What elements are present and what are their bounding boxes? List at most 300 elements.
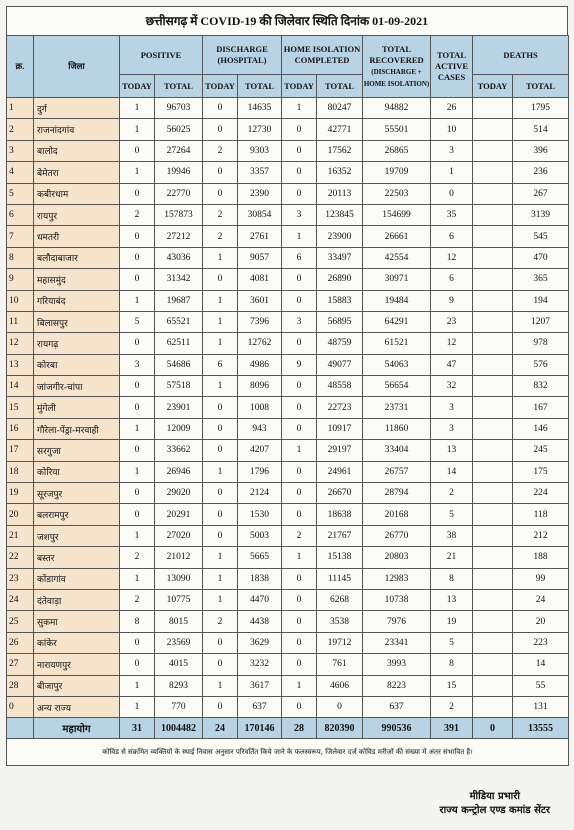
value-cell: 18638 <box>317 504 363 525</box>
header-total-recovered-label: TOTAL RECOVERED <box>369 43 424 65</box>
value-cell: 0 <box>282 504 317 525</box>
value-cell: 1838 <box>238 568 282 589</box>
value-cell: 49077 <box>317 354 363 375</box>
value-cell: 223 <box>513 632 569 653</box>
total-cell: 1004482 <box>155 718 203 739</box>
table-row <box>7 290 569 311</box>
serial-cell: 16 <box>7 418 34 439</box>
header-today: TODAY <box>120 75 155 98</box>
value-cell: 20168 <box>363 504 431 525</box>
value-cell <box>473 483 513 504</box>
value-cell: 57518 <box>155 376 203 397</box>
value-cell <box>473 461 513 482</box>
value-cell: 11860 <box>363 418 431 439</box>
value-cell: 19709 <box>363 162 431 183</box>
value-cell: 0 <box>120 397 155 418</box>
value-cell: 0 <box>203 98 238 119</box>
value-cell: 0 <box>120 269 155 290</box>
value-cell <box>473 440 513 461</box>
table-row <box>7 119 569 140</box>
table-row <box>7 226 569 247</box>
value-cell: 23901 <box>155 397 203 418</box>
value-cell: 32 <box>431 376 473 397</box>
value-cell: 30854 <box>238 204 282 225</box>
value-cell: 10 <box>431 119 473 140</box>
serial-cell: 6 <box>7 204 34 225</box>
value-cell: 1 <box>120 568 155 589</box>
district-cell: गौरेला-पेंड्रा-मरवाही <box>34 418 120 439</box>
value-cell: 54686 <box>155 354 203 375</box>
value-cell: 0 <box>282 654 317 675</box>
value-cell: 2 <box>203 611 238 632</box>
value-cell: 545 <box>513 226 569 247</box>
value-cell: 56654 <box>363 376 431 397</box>
table-row <box>7 461 569 482</box>
value-cell: 0 <box>120 654 155 675</box>
value-cell: 14635 <box>238 98 282 119</box>
value-cell: 42771 <box>317 119 363 140</box>
value-cell: 12 <box>431 247 473 268</box>
value-cell: 0 <box>203 269 238 290</box>
value-cell: 4207 <box>238 440 282 461</box>
table-row <box>7 397 569 418</box>
value-cell: 4081 <box>238 269 282 290</box>
value-cell: 22770 <box>155 183 203 204</box>
value-cell: 0 <box>120 376 155 397</box>
serial-cell: 18 <box>7 461 34 482</box>
value-cell: 48759 <box>317 333 363 354</box>
value-cell: 0 <box>203 162 238 183</box>
value-cell: 365 <box>513 269 569 290</box>
report-title: छत्तीसगढ़ में COVID-19 की जिलेवार स्थिति दिनांक 01-09-2021 <box>6 6 568 35</box>
value-cell: 0 <box>203 696 238 717</box>
serial-cell: 8 <box>7 247 34 268</box>
serial-cell: 23 <box>7 568 34 589</box>
value-cell: 5665 <box>238 547 282 568</box>
serial-cell: 2 <box>7 119 34 140</box>
value-cell: 13090 <box>155 568 203 589</box>
value-cell: 1008 <box>238 397 282 418</box>
value-cell: 1 <box>282 226 317 247</box>
value-cell: 3 <box>431 140 473 161</box>
header-today: TODAY <box>473 75 513 98</box>
serial-cell: 4 <box>7 162 34 183</box>
value-cell: 12730 <box>238 119 282 140</box>
value-cell: 514 <box>513 119 569 140</box>
serial-cell: 12 <box>7 333 34 354</box>
value-cell: 19687 <box>155 290 203 311</box>
serial-cell: 17 <box>7 440 34 461</box>
value-cell <box>473 654 513 675</box>
table-row <box>7 504 569 525</box>
value-cell: 26865 <box>363 140 431 161</box>
value-cell: 9 <box>431 290 473 311</box>
value-cell: 2390 <box>238 183 282 204</box>
value-cell <box>473 418 513 439</box>
table-row <box>7 140 569 161</box>
value-cell <box>473 525 513 546</box>
district-cell: रायपुर <box>34 204 120 225</box>
value-cell: 2 <box>431 483 473 504</box>
serial-cell: 9 <box>7 269 34 290</box>
total-cell: 0 <box>473 718 513 739</box>
table-row <box>7 418 569 439</box>
value-cell: 24 <box>513 589 569 610</box>
value-cell: 54063 <box>363 354 431 375</box>
value-cell: 26757 <box>363 461 431 482</box>
value-cell: 0 <box>282 418 317 439</box>
signature-line-1: मीडिया प्रभारी <box>469 791 520 802</box>
value-cell: 20291 <box>155 504 203 525</box>
value-cell: 12009 <box>155 418 203 439</box>
table-row <box>7 696 569 717</box>
value-cell: 0 <box>203 119 238 140</box>
value-cell: 7396 <box>238 311 282 332</box>
value-cell: 0 <box>282 589 317 610</box>
serial-cell: 22 <box>7 547 34 568</box>
value-cell: 0 <box>282 611 317 632</box>
district-cell: कोरिया <box>34 461 120 482</box>
table-row <box>7 354 569 375</box>
value-cell: 0 <box>203 397 238 418</box>
value-cell: 212 <box>513 525 569 546</box>
value-cell: 4438 <box>238 611 282 632</box>
value-cell: 8 <box>120 611 155 632</box>
district-cell: जांजगीर-चांपा <box>34 376 120 397</box>
value-cell: 1 <box>282 440 317 461</box>
table-row <box>7 589 569 610</box>
note-row <box>7 739 569 766</box>
value-cell <box>473 504 513 525</box>
district-cell: दंतेवाड़ा <box>34 589 120 610</box>
table-row <box>7 333 569 354</box>
value-cell: 0 <box>120 140 155 161</box>
value-cell: 4606 <box>317 675 363 696</box>
value-cell: 10738 <box>363 589 431 610</box>
value-cell <box>473 98 513 119</box>
value-cell: 1 <box>120 461 155 482</box>
value-cell: 6268 <box>317 589 363 610</box>
value-cell: 1 <box>431 162 473 183</box>
value-cell: 14 <box>513 654 569 675</box>
value-cell: 30971 <box>363 269 431 290</box>
value-cell: 637 <box>363 696 431 717</box>
serial-cell: 11 <box>7 311 34 332</box>
serial-cell: 24 <box>7 589 34 610</box>
value-cell: 20 <box>513 611 569 632</box>
value-cell <box>473 269 513 290</box>
district-cell: गरियाबंद <box>34 290 120 311</box>
value-cell: 0 <box>120 247 155 268</box>
value-cell <box>473 354 513 375</box>
header-today: TODAY <box>282 75 317 98</box>
header-discharge: DISCHARGE (HOSPITAL) <box>203 36 282 75</box>
header-total-recovered <box>363 36 431 98</box>
value-cell: 27264 <box>155 140 203 161</box>
value-cell: 0 <box>120 632 155 653</box>
value-cell: 3 <box>282 311 317 332</box>
value-cell: 224 <box>513 483 569 504</box>
value-cell: 9 <box>282 354 317 375</box>
value-cell: 2 <box>282 525 317 546</box>
value-cell <box>473 140 513 161</box>
value-cell: 33497 <box>317 247 363 268</box>
serial-cell: 3 <box>7 140 34 161</box>
value-cell: 0 <box>203 525 238 546</box>
value-cell: 6 <box>203 354 238 375</box>
value-cell: 26946 <box>155 461 203 482</box>
value-cell: 761 <box>317 654 363 675</box>
value-cell: 3139 <box>513 204 569 225</box>
value-cell: 7976 <box>363 611 431 632</box>
district-cell: बीजापुर <box>34 675 120 696</box>
district-cell: कबीरधाम <box>34 183 120 204</box>
value-cell: 3 <box>431 418 473 439</box>
district-cell: राजनांदगांव <box>34 119 120 140</box>
value-cell: 0 <box>282 290 317 311</box>
value-cell: 13 <box>431 440 473 461</box>
value-cell: 2 <box>120 204 155 225</box>
value-cell: 1 <box>120 290 155 311</box>
header-home-isolation: HOME ISOLATION COMPLETED <box>282 36 363 75</box>
value-cell: 8223 <box>363 675 431 696</box>
value-cell: 29020 <box>155 483 203 504</box>
serial-cell: 7 <box>7 226 34 247</box>
table-row <box>7 311 569 332</box>
value-cell: 1 <box>203 675 238 696</box>
value-cell: 22723 <box>317 397 363 418</box>
total-label: महायोग <box>34 718 120 739</box>
value-cell: 12983 <box>363 568 431 589</box>
value-cell: 61521 <box>363 333 431 354</box>
header-total: TOTAL <box>317 75 363 98</box>
value-cell: 770 <box>155 696 203 717</box>
signature-block <box>440 790 550 818</box>
value-cell: 56895 <box>317 311 363 332</box>
total-cell: 31 <box>120 718 155 739</box>
value-cell: 154699 <box>363 204 431 225</box>
table-row <box>7 547 569 568</box>
value-cell: 1 <box>282 98 317 119</box>
value-cell: 0 <box>431 183 473 204</box>
value-cell: 1 <box>120 525 155 546</box>
value-cell: 55501 <box>363 119 431 140</box>
value-cell: 1 <box>203 568 238 589</box>
value-cell: 23341 <box>363 632 431 653</box>
table-row <box>7 525 569 546</box>
value-cell: 4470 <box>238 589 282 610</box>
district-cell: बालोद <box>34 140 120 161</box>
value-cell: 2 <box>120 547 155 568</box>
value-cell: 1 <box>120 418 155 439</box>
total-cell: 391 <box>431 718 473 739</box>
value-cell: 978 <box>513 333 569 354</box>
value-cell: 8 <box>431 568 473 589</box>
value-cell: 0 <box>203 654 238 675</box>
serial-cell: 10 <box>7 290 34 311</box>
value-cell: 1 <box>203 547 238 568</box>
total-cell: 820390 <box>317 718 363 739</box>
value-cell: 38 <box>431 525 473 546</box>
value-cell: 0 <box>282 162 317 183</box>
serial-cell: 0 <box>7 696 34 717</box>
value-cell: 4986 <box>238 354 282 375</box>
value-cell: 11145 <box>317 568 363 589</box>
table-row <box>7 611 569 632</box>
value-cell: 35 <box>431 204 473 225</box>
value-cell: 26890 <box>317 269 363 290</box>
value-cell: 5 <box>431 632 473 653</box>
value-cell: 19946 <box>155 162 203 183</box>
value-cell: 23900 <box>317 226 363 247</box>
value-cell: 1 <box>203 311 238 332</box>
value-cell: 2761 <box>238 226 282 247</box>
value-cell: 1 <box>203 247 238 268</box>
value-cell: 2 <box>120 589 155 610</box>
value-cell: 576 <box>513 354 569 375</box>
value-cell: 20803 <box>363 547 431 568</box>
value-cell: 6 <box>431 226 473 247</box>
district-cell: कोंडागांव <box>34 568 120 589</box>
table-row <box>7 440 569 461</box>
value-cell: 3 <box>282 204 317 225</box>
header-positive: POSITIVE <box>120 36 203 75</box>
table-row <box>7 654 569 675</box>
value-cell: 943 <box>238 418 282 439</box>
value-cell: 175 <box>513 461 569 482</box>
value-cell: 832 <box>513 376 569 397</box>
district-cell: जशपुर <box>34 525 120 546</box>
value-cell: 1 <box>203 333 238 354</box>
value-cell: 0 <box>203 504 238 525</box>
value-cell: 4015 <box>155 654 203 675</box>
value-cell: 21767 <box>317 525 363 546</box>
value-cell: 9057 <box>238 247 282 268</box>
value-cell: 0 <box>282 183 317 204</box>
table-row <box>7 568 569 589</box>
serial-cell: 19 <box>7 483 34 504</box>
district-cell: बेमेतरा <box>34 162 120 183</box>
value-cell: 1 <box>282 675 317 696</box>
value-cell: 1 <box>203 589 238 610</box>
value-cell: 5 <box>120 311 155 332</box>
serial-cell: 15 <box>7 397 34 418</box>
covid-report-sheet <box>6 6 568 766</box>
header-total: TOTAL <box>155 75 203 98</box>
value-cell <box>473 589 513 610</box>
district-cell: अन्य राज्य <box>34 696 120 717</box>
value-cell: 29197 <box>317 440 363 461</box>
value-cell: 470 <box>513 247 569 268</box>
value-cell: 0 <box>282 696 317 717</box>
value-cell: 146 <box>513 418 569 439</box>
table-row <box>7 675 569 696</box>
header-active: TOTAL ACTIVE CASES <box>431 36 473 98</box>
value-cell: 2 <box>203 204 238 225</box>
value-cell: 3357 <box>238 162 282 183</box>
district-cell: बलौदाबाजार <box>34 247 120 268</box>
value-cell <box>473 397 513 418</box>
district-cell: बलरामपुर <box>34 504 120 525</box>
value-cell: 1 <box>120 162 155 183</box>
value-cell: 2124 <box>238 483 282 504</box>
value-cell: 99 <box>513 568 569 589</box>
value-cell: 20113 <box>317 183 363 204</box>
district-table <box>6 35 569 766</box>
value-cell: 0 <box>282 632 317 653</box>
value-cell: 1 <box>120 98 155 119</box>
grand-total-row <box>7 718 569 739</box>
header-district: जिला <box>34 36 120 98</box>
value-cell: 26770 <box>363 525 431 546</box>
district-cell: रायगढ़ <box>34 333 120 354</box>
value-cell: 0 <box>203 440 238 461</box>
value-cell: 0 <box>120 333 155 354</box>
value-cell: 1 <box>120 119 155 140</box>
value-cell: 43036 <box>155 247 203 268</box>
value-cell: 42554 <box>363 247 431 268</box>
value-cell <box>473 547 513 568</box>
total-cell: 170146 <box>238 718 282 739</box>
value-cell: 0 <box>120 504 155 525</box>
total-cell: 13555 <box>513 718 569 739</box>
value-cell: 8293 <box>155 675 203 696</box>
value-cell: 8015 <box>155 611 203 632</box>
value-cell: 267 <box>513 183 569 204</box>
value-cell <box>473 183 513 204</box>
value-cell: 1207 <box>513 311 569 332</box>
serial-cell: 20 <box>7 504 34 525</box>
value-cell: 10917 <box>317 418 363 439</box>
value-cell: 33404 <box>363 440 431 461</box>
value-cell: 0 <box>203 183 238 204</box>
value-cell: 27020 <box>155 525 203 546</box>
value-cell: 8 <box>431 654 473 675</box>
value-cell: 23 <box>431 311 473 332</box>
value-cell: 2 <box>203 140 238 161</box>
header-deaths: DEATHS <box>473 36 569 75</box>
value-cell: 14 <box>431 461 473 482</box>
header-total: TOTAL <box>238 75 282 98</box>
value-cell: 0 <box>282 140 317 161</box>
district-cell: सरगुजा <box>34 440 120 461</box>
value-cell: 19712 <box>317 632 363 653</box>
value-cell <box>473 226 513 247</box>
value-cell: 5003 <box>238 525 282 546</box>
table-body <box>7 98 569 766</box>
value-cell: 1 <box>120 696 155 717</box>
table-row <box>7 632 569 653</box>
value-cell: 0 <box>120 183 155 204</box>
value-cell: 3232 <box>238 654 282 675</box>
district-cell: बस्तर <box>34 547 120 568</box>
value-cell: 1 <box>203 290 238 311</box>
serial-cell: 25 <box>7 611 34 632</box>
value-cell: 26 <box>431 98 473 119</box>
value-cell: 23731 <box>363 397 431 418</box>
value-cell: 13 <box>431 589 473 610</box>
value-cell: 0 <box>120 440 155 461</box>
serial-cell: 5 <box>7 183 34 204</box>
value-cell: 245 <box>513 440 569 461</box>
district-cell: कांकेर <box>34 632 120 653</box>
value-cell <box>473 696 513 717</box>
serial-cell: 14 <box>7 376 34 397</box>
value-cell: 1 <box>282 547 317 568</box>
value-cell: 1 <box>203 376 238 397</box>
value-cell: 1530 <box>238 504 282 525</box>
value-cell <box>473 568 513 589</box>
